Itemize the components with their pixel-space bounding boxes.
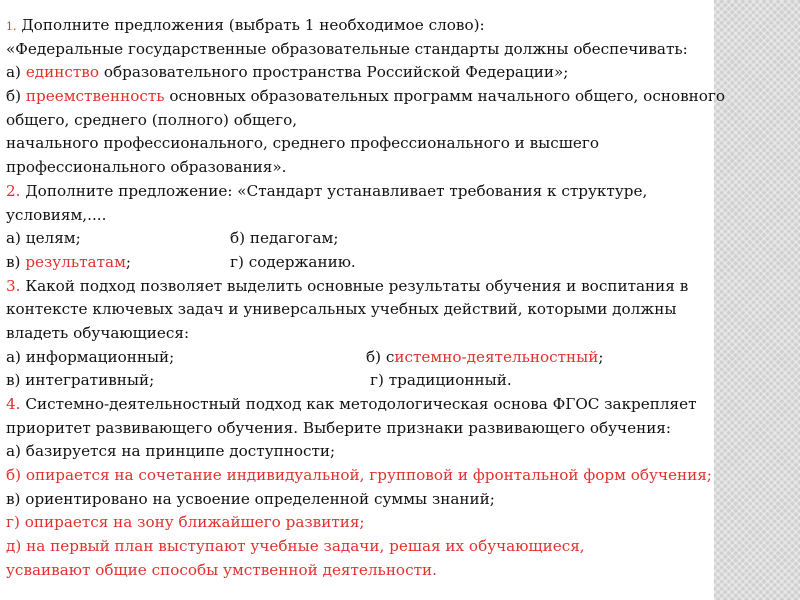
- option-b: б) педагогам;: [230, 229, 339, 248]
- question-1-option-b: б) преемственность основных образовательных программ начального общего, основного: [6, 87, 726, 106]
- question-4-option-a: а) базируется на принципе доступности;: [6, 442, 336, 461]
- question-2-options-row: [6, 227, 786, 251]
- question-1-line: «Федеральные государственные образовательные стандарты должны обеспечивать:: [6, 39, 688, 58]
- question-number: 4.: [6, 395, 21, 413]
- question-2-options-row: [6, 251, 786, 275]
- option-a: а) целям;: [6, 229, 81, 248]
- option-v: в) результатам;: [6, 252, 132, 271]
- option-g: г) традиционный.: [370, 371, 512, 390]
- question-3-line: владеть обучающиеся:: [6, 323, 190, 342]
- answer-highlight: истемно-деятельностный: [394, 347, 599, 366]
- question-2-line: условиям,....: [6, 205, 107, 224]
- option-g: г) содержанию.: [230, 252, 356, 271]
- question-1-line: общего, среднего (полного) общего,: [6, 110, 298, 129]
- question-1-line: профессионального образования».: [6, 158, 287, 177]
- question-4-heading: 4. Системно-деятельностный подход как методологическая основа ФГОС закрепляет: [6, 395, 697, 413]
- question-number: 2.: [6, 181, 21, 200]
- question-number: 3.: [6, 276, 21, 295]
- question-4-option-g: г) опирается на зону ближайшего развития;: [6, 513, 365, 532]
- question-3-heading: 3. Какой подход позволяет выделить основные результаты обучения и воспитания в: [6, 276, 689, 295]
- question-number: 1.: [6, 20, 17, 33]
- answer-highlight: преемственность: [25, 87, 165, 106]
- quiz-text: [6, 14, 786, 583]
- option-v: в) интегративный;: [6, 371, 155, 390]
- question-3-line: контексте ключевых задач и универсальных учебных действий, которыми должны: [6, 300, 677, 319]
- option-b: б) системно-деятельностный;: [366, 347, 604, 366]
- question-1-option-a: а) единство образовательного пространства Российской Федерации»;: [6, 63, 569, 82]
- question-3-options-row: [6, 369, 786, 393]
- question-1-heading: 1. Дополните предложения (выбрать 1 необходимое слово):: [6, 16, 485, 34]
- question-4-line: приоритет развивающего обучения. Выберите признаки развивающего обучения:: [6, 418, 672, 437]
- question-4-option-d: д) на первый план выступают учебные задачи, решая их обучающиеся,: [6, 537, 585, 556]
- question-4-option-d-cont: усваивают общие способы умственной деятельности.: [6, 560, 437, 579]
- question-4-option-b: б) опирается на сочетание индивидуальной, групповой и фронтальной форм обучения;: [6, 466, 712, 485]
- question-2-heading: 2. Дополните предложение: «Стандарт устанавливает требования к структуре,: [6, 181, 648, 200]
- question-3-options-row: [6, 346, 786, 370]
- answer-highlight: результатам: [25, 252, 126, 271]
- option-a: а) информационный;: [6, 347, 175, 366]
- answer-highlight: единство: [25, 63, 99, 82]
- question-1-line: начального профессионального, среднего профессионального и высшего: [6, 134, 599, 153]
- question-4-option-v: в) ориентировано на усвоение определенной суммы знаний;: [6, 489, 495, 508]
